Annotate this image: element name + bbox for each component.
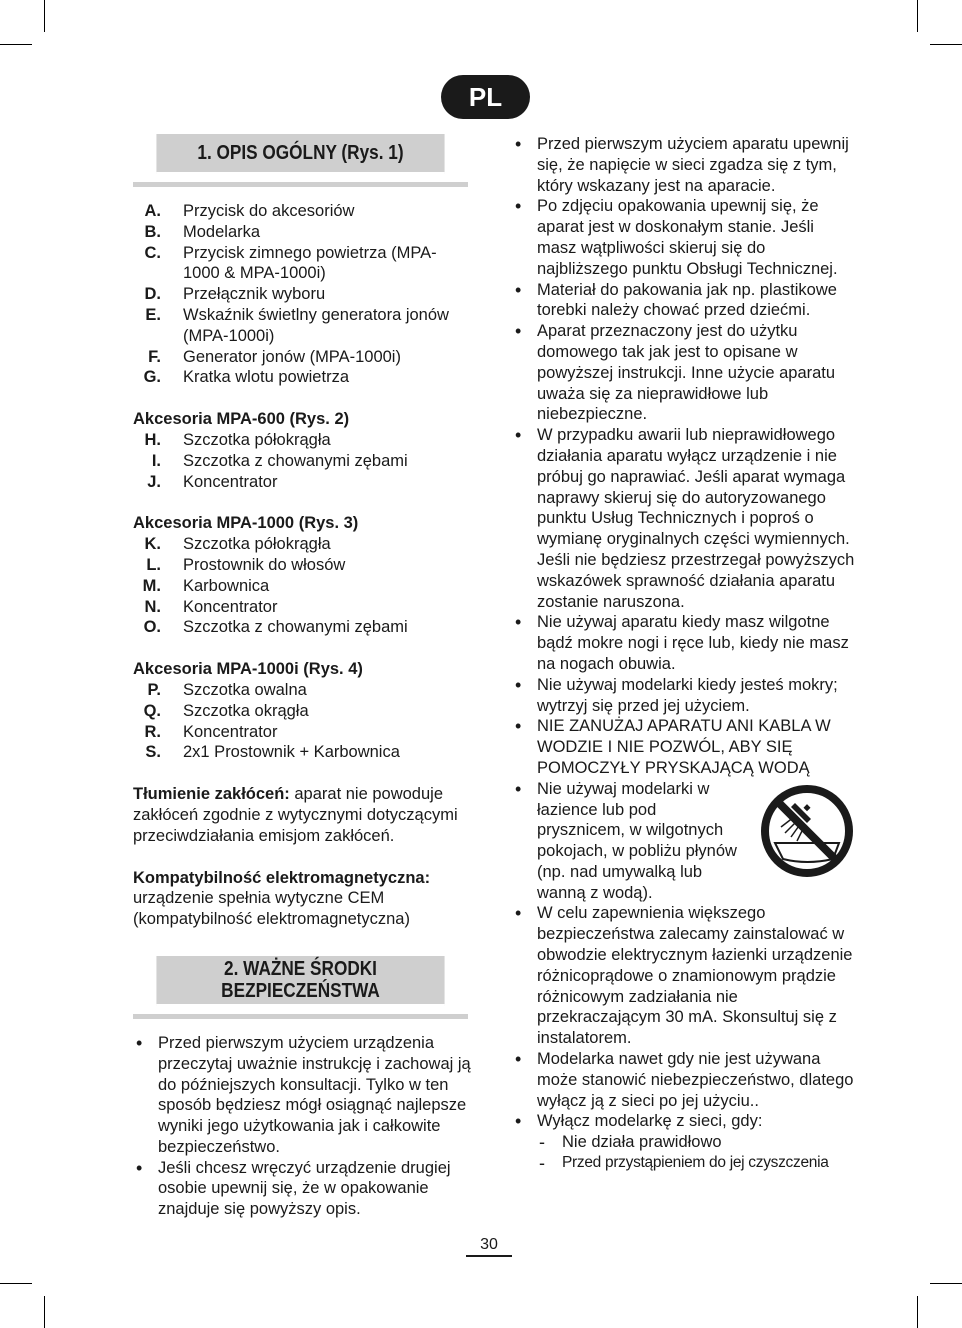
- list-item: F. Generator jonów (MPA-1000i): [148, 347, 401, 366]
- list-item: • W przypadku awarii lub nieprawidłowego działania aparatu wyłącz urządzenie i nie próbuj go naprawiać. Jeśli aparat wymaga naprawy skieruj się do autoryzowanego punktu Usług Technicznych i poproś o wymianę oryginalnych części wymiennych. Jeśli nie będziesz przestrzegał powyższych wskazówek sprawność działania aparatu zostanie naruszona.: [512, 425, 857, 612]
- list-item: B. Modelarka: [144, 222, 261, 241]
- list-item: • Przed pierwszym użyciem urządzenia przeczytaj uważnie instrukcję i zachowaj ją do późniejszych konsultacji. Tylko w ten sposób będziesz mógł osiągnąć najlepsze wyniki jego użytkowania jak i całkowite bezpieczeństwo.: [133, 1033, 473, 1158]
- list-item: • Aparat przeznaczony jest do użytku domowego tak jak jest to opisane w powyższej instrukcji. Inne użycie aparatu uważa się za nieprawidłowe lub niebezpieczne.: [512, 321, 857, 425]
- list-item: K. Szczotka półokrągła: [144, 535, 331, 554]
- list-item: • Jeśli chcesz wręczyć urządzenie drugiej osobie upewnij się, że w opakowanie znajduje się powyższy opis.: [133, 1158, 473, 1220]
- list-item: I. Szczotka z chowanymi zębami: [151, 451, 408, 470]
- list-item: • Po zdjęciu opakowania upewnij się, że aparat jest w doskonałym stanie. Jeśli masz wątpliwości skieruj się do najbliższego punktu Obsługi Technicznej.: [512, 196, 857, 279]
- unplug-list: [537, 1132, 857, 1174]
- section2-title: 2. WAŻNE ŚRODKI BEZPIECZEŃSTWA: [156, 956, 444, 1006]
- bathroom-warning-text: • Nie używaj modelarki w łazience lub pod prysznicem, w wilgotnych pokojach, w pobliżu płynów (np. nad umywalką lub wanną z wodą).: [537, 779, 737, 902]
- section1-header: [133, 134, 468, 187]
- acc1000-heading: Akcesoria MPA-1000 (Rys. 3): [133, 514, 359, 533]
- emc-label: Kompatybilność elektromagnetyczna:: [133, 868, 431, 887]
- crop-mark: [930, 1283, 962, 1284]
- list-item: J. Koncentrator: [147, 472, 278, 491]
- section1-title: 1. OPIS OGÓLNY (Rys. 1): [156, 134, 444, 174]
- crop-mark: [0, 1283, 32, 1284]
- safety-list-right: [512, 134, 857, 1174]
- acc1000i-heading: Akcesoria MPA-1000i (Rys. 4): [133, 660, 363, 679]
- list-item: L. Prostownik do włosów: [146, 555, 346, 574]
- list-item: E. Wskaźnik świetlny generatora jonów (MPA-1000i): [145, 305, 449, 345]
- parts-list: [133, 201, 473, 388]
- list-item: R. Koncentrator: [144, 722, 278, 741]
- safety-list-left: [133, 1033, 473, 1220]
- list-item: [512, 779, 857, 904]
- left-column: [133, 134, 473, 1220]
- emc-text: urządzenie spełnia wytyczne CEM (kompatybilność elektromagnetyczna): [133, 889, 410, 929]
- interference-label: Tłumienie zakłóceń:: [133, 785, 290, 804]
- interference-paragraph: [133, 784, 473, 846]
- section2-header: [133, 956, 468, 1019]
- list-item: N. Koncentrator: [144, 597, 278, 616]
- list-item: • Modelarka nawet gdy nie jest używana może stanowić niebezpieczeństwo, dlatego wyłącz ją z sieci po jej użyciu..: [512, 1049, 857, 1111]
- crop-mark: [917, 1296, 918, 1328]
- list-item: - Nie działa prawidłowo: [537, 1132, 857, 1153]
- list-item: [512, 1111, 857, 1173]
- list-item: P. Szczotka owalna: [147, 680, 307, 699]
- list-item: M. Karbownica: [142, 576, 270, 595]
- language-badge: PL: [441, 75, 530, 119]
- crop-mark: [917, 0, 918, 32]
- list-item: • Przed pierwszym użyciem aparatu upewnij się, że napięcie w sieci zgadza się z tym, który wskazany jest na aparacie.: [512, 134, 857, 196]
- crop-mark: [0, 44, 32, 45]
- list-item: C. Przycisk zimnego powietrza (MPA-1000 & MPA-1000i): [144, 243, 437, 283]
- list-item: H. Szczotka półokrągła: [144, 430, 331, 449]
- acc1000-list: [133, 534, 473, 638]
- right-column: [512, 134, 857, 1174]
- acc600-list: [133, 430, 473, 492]
- acc600-heading: Akcesoria MPA-600 (Rys. 2): [133, 410, 350, 429]
- list-item: D. Przełącznik wyboru: [144, 285, 326, 304]
- list-item: O. Szczotka z chowanymi zębami: [143, 618, 408, 637]
- emc-paragraph: [133, 868, 473, 930]
- unplug-intro: • Wyłącz modelarkę z sieci, gdy:: [537, 1112, 763, 1131]
- interference-text: aparat nie powoduje zakłóceń zgodnie z wytycznymi dotyczącymi przeciwdziałania emisjom zakłóceń.: [133, 785, 458, 845]
- list-item: • Nie używaj modelarki kiedy jesteś mokry; wytrzyj się przed jej użyciem.: [512, 675, 857, 717]
- acc1000i-list: [133, 680, 473, 763]
- list-item: Q. Szczotka okrągła: [143, 701, 309, 720]
- crop-mark: [44, 0, 45, 32]
- list-item: - Przed przystąpieniem do jej czyszczenia: [537, 1153, 857, 1174]
- page-number: 30: [466, 1236, 512, 1257]
- list-item: • Nie używaj aparatu kiedy masz wilgotne bądź mokre nogi i ręce lub, kiedy nie masz na nogach obuwia.: [512, 612, 857, 674]
- list-item: • NIE ZANUŻAJ APARATU ANI KABLA W WODZIE I NIE POZWÓL, ABY SIĘ POMOCZYŁY PRYSKAJĄCĄ WODĄ: [512, 716, 857, 778]
- list-item: • W celu zapewnienia większego bezpieczeństwa zalecamy zainstalować w obwodzie elektrycznym łazienki urządzenie różnicoprądowe o znamionowym prądzie różnicowym zadziałania nie przekraczającym 30 mA. Skonsultuj się z instalatorem.: [512, 903, 857, 1049]
- list-item: A. Przycisk do akcesoriów: [144, 202, 355, 220]
- crop-mark: [44, 1296, 45, 1328]
- list-item: G. Kratka wlotu powietrza: [143, 368, 349, 387]
- crop-mark: [930, 44, 962, 45]
- no-shower-warning-icon: [761, 785, 853, 877]
- list-item: • Materiał do pakowania jak np. plastikowe torebki należy chować przed dziećmi.: [512, 280, 857, 322]
- list-item: S. 2x1 Prostownik + Karbownica: [145, 743, 400, 762]
